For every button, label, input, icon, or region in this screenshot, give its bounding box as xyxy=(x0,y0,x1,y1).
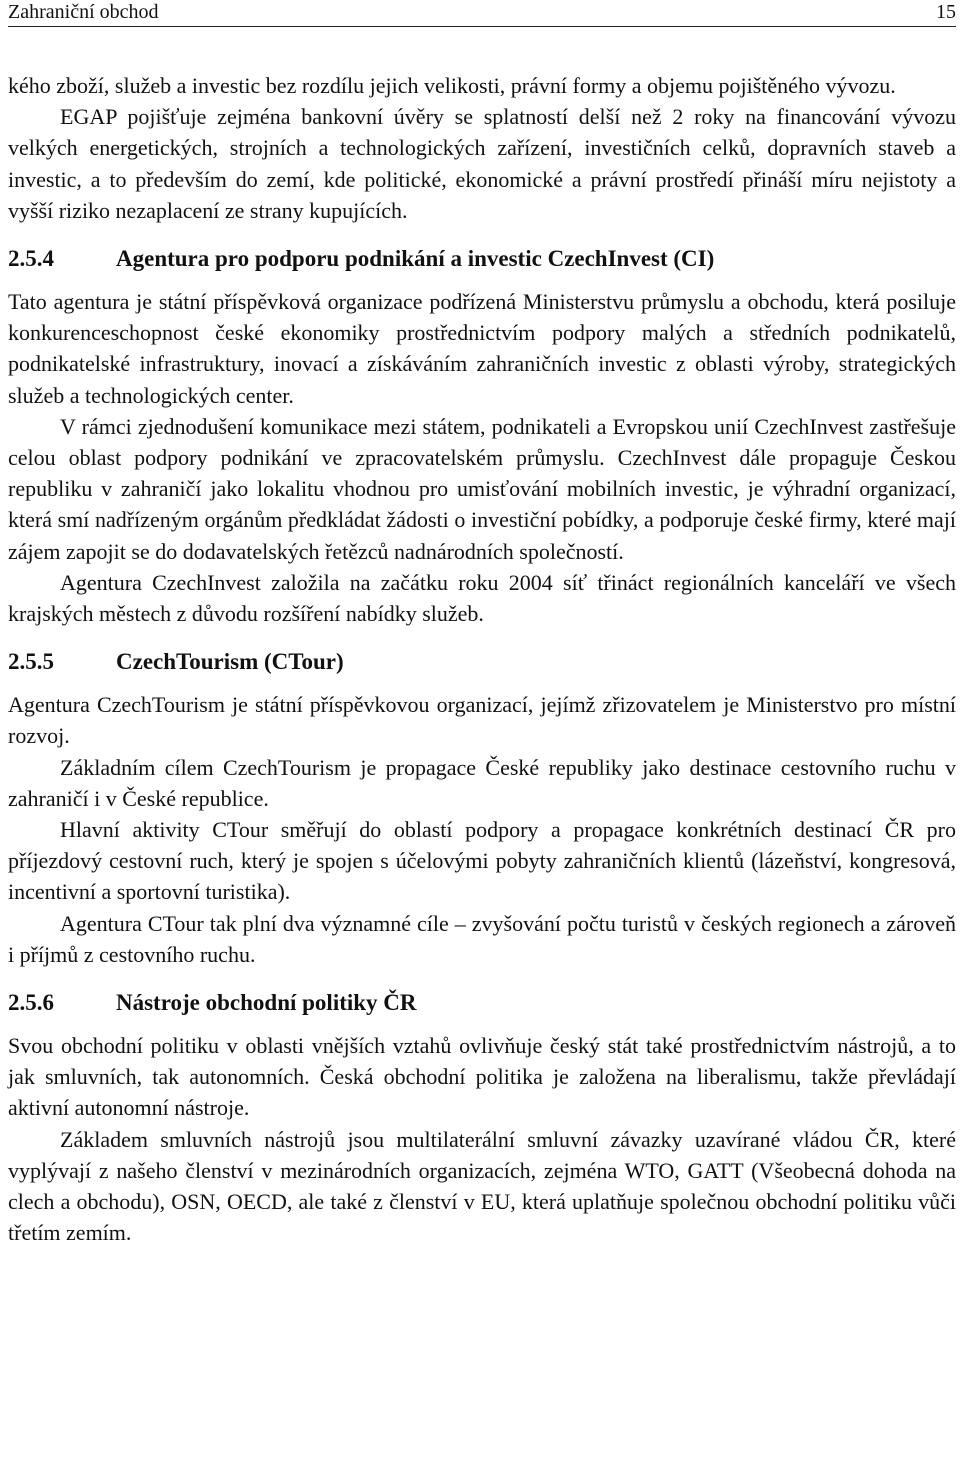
section-title: Agentura pro podporu podnikání a investic CzechInvest (CI) xyxy=(116,246,715,272)
paragraph: Svou obchodní politiku v oblasti vnějších vztahů ovlivňuje český stát také prostřednictvím nástrojů, a to jak smluvních, tak autonomních. Česká obchodní politika je založena na liberalismu, takže převládají aktivní autonomní nástroje. xyxy=(8,1033,956,1121)
page-body xyxy=(8,70,956,1249)
paragraph: Hlavní aktivity CTour směřují do oblastí podpory a propagace konkrétních destinací ČR pro příjezdový cestovní ruch, který je spojen s účelovými pobyty zahraničních klientů (lázeňství, kongresová, incentivní a sportovní turistika). xyxy=(8,817,956,905)
running-header-title: Zahraniční obchod xyxy=(8,1,159,23)
paragraph: V rámci zjednodušení komunikace mezi státem, podnikateli a Evropskou unií CzechInvest zastřešuje celou oblast podpory podnikání ve zpracovatelském průmyslu. CzechInvest dále propaguje Českou republiku v zahraničí jako lokalitu vhodnou pro umisťování mobilních investic, je výhradní organizací, která smí nadřízeným orgánům předkládat žádosti o investiční pobídky, a podporuje české firmy, které mají zájem zapojit se do dodavatelských řetězců nadnárodních společností. xyxy=(8,413,956,564)
section-number: 2.5.4 xyxy=(8,246,54,272)
section-heading-2-5-5 xyxy=(8,647,956,677)
paragraph: Agentura CzechTourism je státní příspěvkovou organizací, jejímž zřizovatelem je Ministerstvo pro místní rozvoj. xyxy=(8,692,956,749)
paragraph: kého zboží, služeb a investic bez rozdílu jejich velikosti, právní formy a objemu pojištěného vývozu. xyxy=(8,73,896,98)
document-page xyxy=(8,0,956,1249)
section-heading-2-5-4 xyxy=(8,244,956,274)
section-number: 2.5.5 xyxy=(8,649,54,675)
paragraph: Agentura CTour tak plní dva významné cíle – zvyšování počtu turistů v českých regionech a zároveň i příjmů z cestovního ruchu. xyxy=(8,910,956,967)
page-number: 15 xyxy=(936,1,956,23)
section-number: 2.5.6 xyxy=(8,990,54,1016)
paragraph: Základem smluvních nástrojů jsou multilaterální smluvní závazky uzavírané vládou ČR, které vyplývají z našeho členství v mezinárodních organizacích, zejména WTO, GATT (Všeobecná dohoda na clech a obchodu), OSN, OECD, ale také z členství v EU, která uplatňuje společnou obchodní politiku vůči třetím zemím. xyxy=(8,1126,956,1246)
section-heading-2-5-6 xyxy=(8,988,956,1018)
paragraph: Tato agentura je státní příspěvková organizace podřízená Ministerstvu průmyslu a obchodu, která posiluje konkurenceschopnost české ekonomiky prostřednictvím podpory malých a středních podnikatelů, podnikatelské infrastruktury, inovací a získáváním zahraničních investic z oblasti výroby, strategických služeb a technologických center. xyxy=(8,289,956,408)
section-title: CzechTourism (CTour) xyxy=(116,649,344,675)
paragraph: Agentura CzechInvest založila na začátku roku 2004 síť třináct regionálních kanceláří ve všech krajských městech z důvodu rozšíření nabídky služeb. xyxy=(8,569,956,627)
running-header xyxy=(8,0,956,27)
paragraph: Základním cílem CzechTourism je propagace České republiky jako destinace cestovního ruchu v zahraničí i v České republice. xyxy=(8,754,956,811)
section-title: Nástroje obchodní politiky ČR xyxy=(116,990,417,1016)
paragraph: EGAP pojišťuje zejména bankovní úvěry se splatností delší než 2 roky na financování vývozu velkých energetických, strojních a technologických zařízení, investičních celků, dopravních staveb a investic, a to především do zemí, kde politické, ekonomické a právní prostředí přináší míru nejistoty a vyšší riziko nezaplacení ze strany kupujících. xyxy=(8,104,956,223)
